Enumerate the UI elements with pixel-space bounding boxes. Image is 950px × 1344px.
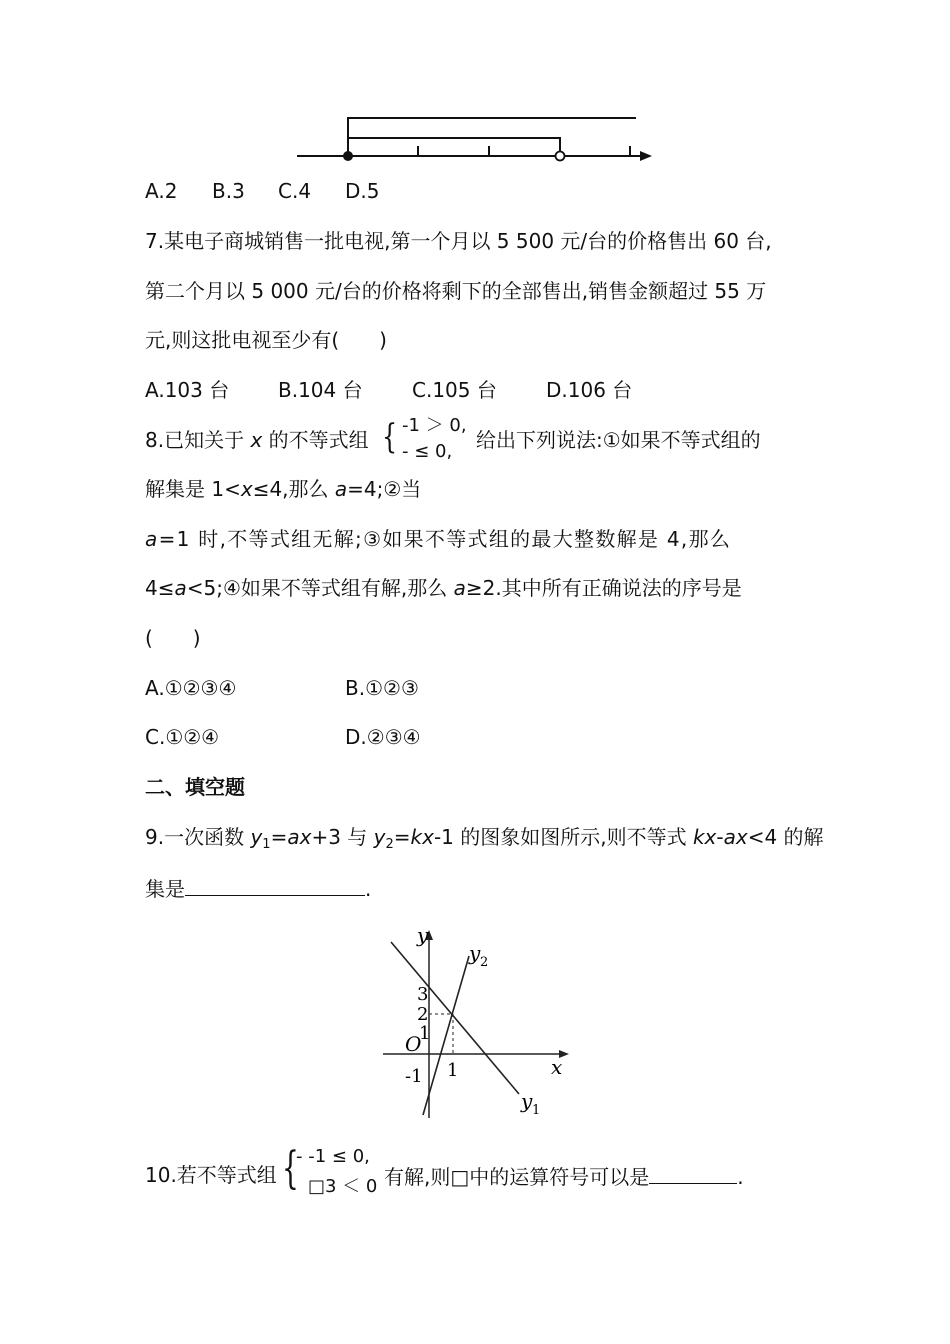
- q9-c: +3 与: [311, 825, 374, 849]
- q9-d: =: [393, 825, 411, 849]
- q8-option-c: C.①②④: [145, 725, 220, 749]
- q7-option-c: C.105 台: [412, 378, 497, 402]
- q9-sub1: 1: [262, 837, 271, 852]
- q9-e: -1 的图象如图所示,则不等式: [433, 825, 693, 849]
- q8-var-x: x: [250, 428, 263, 452]
- hollow-endpoint: [556, 152, 565, 161]
- q6-option-a: A.2: [145, 179, 178, 203]
- line-y1-label: y: [521, 1089, 533, 1113]
- q9-ax: ax: [287, 825, 312, 849]
- q9-a: 9.一次函数: [145, 825, 251, 849]
- q9-g: <4 的解: [747, 825, 824, 849]
- q9-line-1: [145, 825, 824, 852]
- number-line-arrow: [640, 151, 652, 161]
- line-y2-label: y: [469, 941, 481, 965]
- section-title: 二、填空题: [145, 775, 245, 799]
- q9-f: -: [716, 825, 724, 849]
- q8-line2-var: a: [334, 477, 348, 501]
- q10-left-brace: {: [282, 1143, 299, 1194]
- q9-answer-blank[interactable]: [185, 875, 365, 896]
- line-y2-label-sub: 2: [480, 955, 489, 970]
- tick-label-1-x: 1: [447, 1060, 459, 1081]
- q9-y1: y: [250, 825, 263, 849]
- q7-line-3: 元,则这批电视至少有( ): [145, 328, 387, 352]
- q9-line2: 集是: [145, 877, 185, 901]
- q8-line2-c: =4;②当: [347, 477, 422, 501]
- q10-system-line-2: □3 ＜ 0: [308, 1176, 378, 1197]
- q9-line-2: [145, 875, 371, 901]
- q8-line2-a: 解集是 1<: [145, 477, 241, 501]
- q8-line4-c: ≥2.其中所有正确说法的序号是: [465, 576, 742, 600]
- q8-line4-b: <5;④如果不等式组有解,那么: [186, 576, 454, 600]
- q6-option-b: B.3: [212, 179, 245, 203]
- q6-option-c: C.4: [278, 179, 312, 203]
- q8-option-d: D.②③④: [345, 725, 421, 749]
- q9-ax2: ax: [723, 825, 748, 849]
- q8-mid: 的不等式组: [262, 428, 369, 452]
- origin-label: O: [405, 1032, 422, 1056]
- q9-b: =: [270, 825, 288, 849]
- q10-system-line-1: - -1 ≤ 0,: [296, 1146, 370, 1167]
- q7-option-b: B.104 台: [278, 378, 363, 402]
- q8-line3-text: =1 时,不等式组无解;③如果不等式组的最大整数解是 4,那么: [158, 527, 732, 551]
- q10-answer-blank[interactable]: [649, 1163, 737, 1184]
- q8-option-b: B.①②③: [345, 676, 419, 700]
- q7-line-2: 第二个月以 5 000 元/台的价格将剩下的全部售出,销售金额超过 55 万: [145, 279, 767, 303]
- q7-option-d: D.106 台: [546, 378, 633, 402]
- q8-prefix: 8.已知关于: [145, 428, 251, 452]
- q8-option-a: A.①②③④: [145, 676, 237, 700]
- q9-y2: y: [373, 825, 386, 849]
- q8-line-4: [145, 576, 742, 600]
- q8-line4-var: a: [174, 576, 187, 600]
- q8-left-brace: {: [382, 417, 398, 457]
- q6-option-d: D.5: [345, 179, 380, 203]
- q8-line2-b: ≤4,那么: [252, 477, 335, 501]
- q9-end: .: [365, 877, 372, 901]
- q9-kx2: kx: [692, 825, 717, 849]
- q8-line2-x: x: [240, 477, 253, 501]
- tick-label-neg1: -1: [405, 1066, 423, 1087]
- q8-line-1-prefix: [145, 428, 369, 452]
- solid-endpoint: [343, 151, 353, 161]
- number-line-figure: [290, 108, 660, 170]
- q8-line-2: [145, 477, 421, 501]
- q8-line4-a: 4≤: [145, 576, 175, 600]
- q10-prefix: 10.若不等式组: [145, 1163, 277, 1187]
- x-axis-label: x: [551, 1055, 563, 1079]
- q8-line4-var2: a: [453, 576, 466, 600]
- tick-label-1-y: 1: [419, 1023, 431, 1044]
- q8-line-1-suffix: 给出下列说法:①如果不等式组的: [476, 428, 761, 452]
- q8-system-line-1: -1 ＞ 0,: [402, 415, 467, 436]
- q8-line-5: ( ): [145, 626, 201, 650]
- q9-sub2: 2: [385, 837, 394, 852]
- tick-label-2: 2: [417, 1004, 429, 1025]
- q10-end: .: [737, 1165, 744, 1189]
- q10-suffix-text: 有解,则□中的运算符号可以是: [384, 1165, 650, 1189]
- q8-system-line-2: - ≤ 0,: [402, 441, 453, 462]
- q10-suffix: [384, 1163, 744, 1189]
- line-y1-label-sub: 1: [532, 1103, 541, 1118]
- lower-range-bracket: [348, 138, 560, 153]
- q8-line-3: [145, 527, 731, 551]
- function-graph: [375, 920, 575, 1125]
- q7-line-1: 7.某电子商城销售一批电视,第一个月以 5 500 元/台的价格售出 60 台,: [145, 229, 772, 253]
- tick-label-3: 3: [417, 984, 429, 1005]
- q8-line3-var: a: [145, 527, 159, 551]
- y-axis-label: y: [417, 923, 429, 947]
- q7-option-a: A.103 台: [145, 378, 230, 402]
- q9-kx: kx: [410, 825, 434, 849]
